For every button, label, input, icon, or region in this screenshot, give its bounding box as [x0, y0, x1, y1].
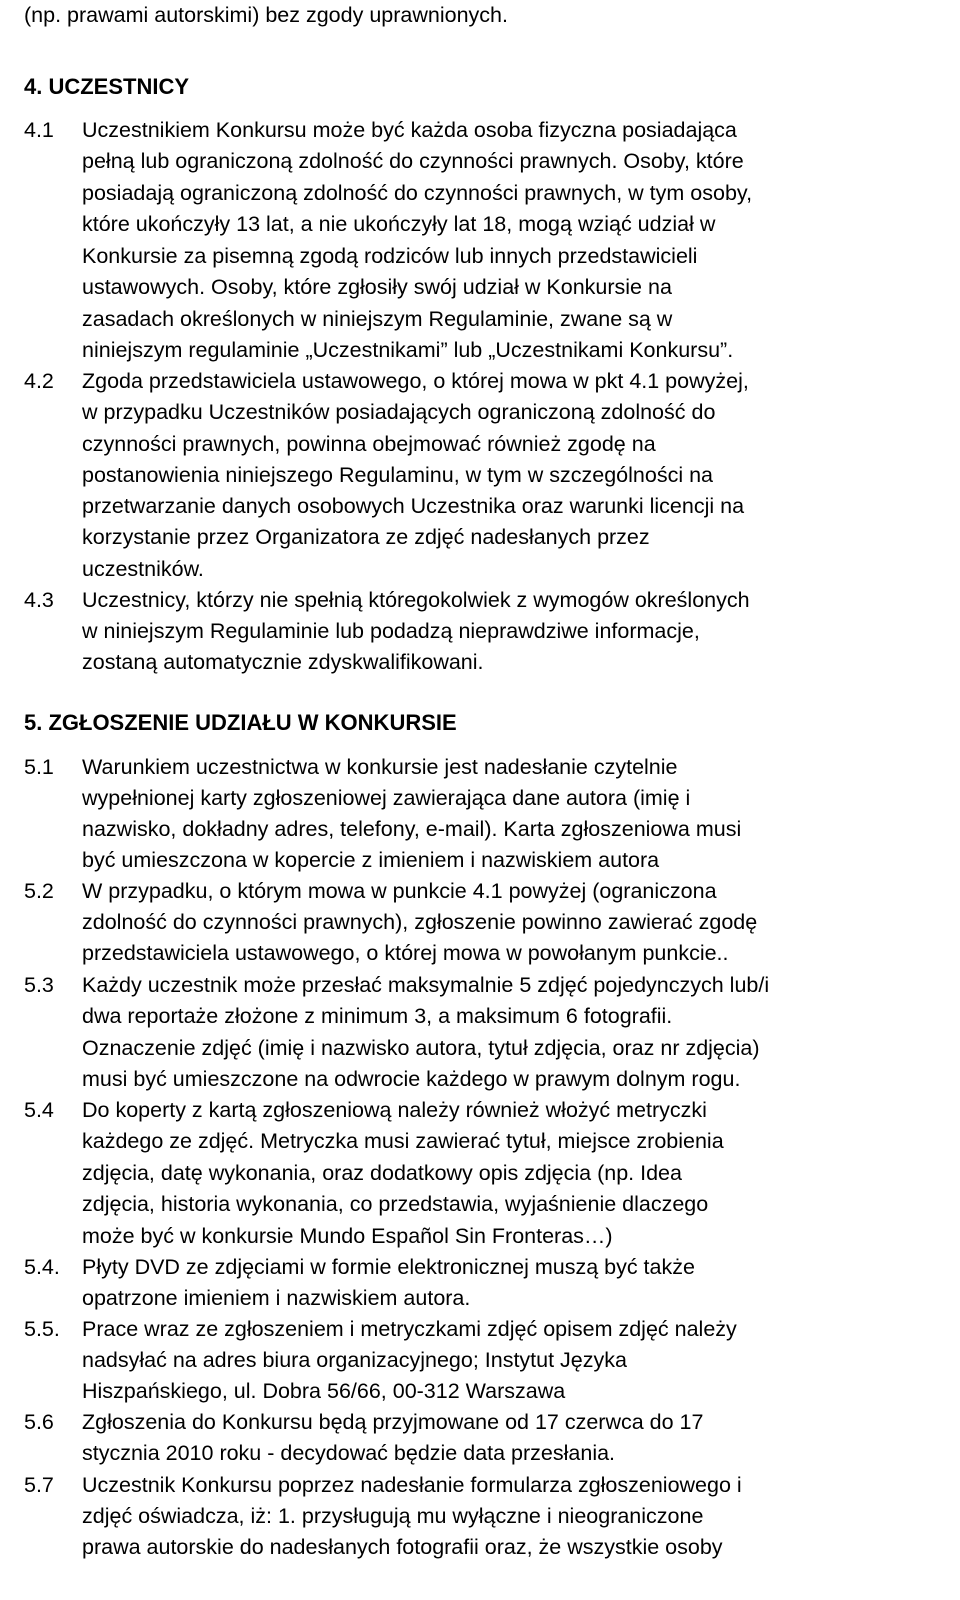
- paragraph-5-2-line: [24, 876, 717, 908]
- paragraph-5-6-line: [24, 1407, 703, 1439]
- paragraph-4-2-number: 4.2: [24, 369, 54, 393]
- paragraph-5-1-line: nazwisko, dokładny adres, telefony, e-mail). Karta zgłoszeniowa musi: [82, 817, 742, 841]
- paragraph-5-4b-text: Płyty DVD ze zdjęciami w formie elektronicznej muszą być także: [82, 1255, 695, 1279]
- section-5-heading: 5. ZGŁOSZENIE UDZIAŁU W KONKURSIE: [24, 710, 457, 735]
- paragraph-5-4-number: 5.4: [24, 1098, 54, 1122]
- paragraph-4-2-line: uczestników.: [82, 557, 204, 581]
- paragraph-4-3-text: Uczestnicy, którzy nie spełnią któregokolwiek z wymogów określonych: [82, 588, 750, 612]
- paragraph-5-4b-line: opatrzone imieniem i nazwiskiem autora.: [82, 1286, 471, 1310]
- paragraph-5-3-number: 5.3: [24, 973, 54, 997]
- paragraph-4-1-line: Konkursie za pisemną zgodą rodziców lub innych przedstawicieli: [82, 244, 698, 268]
- paragraph-5-4-line: może być w konkursie Mundo Español Sin Fronteras…): [82, 1224, 613, 1248]
- paragraph-5-4b-line: [24, 1252, 695, 1284]
- paragraph-5-3-line: [24, 970, 769, 1002]
- paragraph-5-7-number: 5.7: [24, 1473, 54, 1497]
- paragraph-4-1-line: które ukończyły 13 lat, a nie ukończyły lat 18, mogą wziąć udział w: [82, 212, 716, 236]
- paragraph-4-1-line: pełną lub ograniczoną zdolność do czynności prawnych. Osoby, które: [82, 149, 744, 173]
- paragraph-4-2-line: korzystanie przez Organizatora ze zdjęć nadesłanych przez: [82, 525, 650, 549]
- paragraph-5-4-line: każdego ze zdjęć. Metryczka musi zawierać tytuł, miejsce zrobienia: [82, 1129, 724, 1153]
- paragraph-4-1-line: ustawowych. Osoby, które zgłosiły swój udział w Konkursie na: [82, 275, 672, 299]
- paragraph-4-3-line: zostaną automatycznie zdyskwalifikowani.: [82, 650, 484, 674]
- paragraph-5-4-text: Do koperty z kartą zgłoszeniową należy również włożyć metryczki: [82, 1098, 707, 1122]
- paragraph-5-5-line: nadsyłać na adres biura organizacyjnego; Instytut Języka: [82, 1348, 627, 1372]
- paragraph-5-6-line: stycznia 2010 roku - decydować będzie data przesłania.: [82, 1441, 616, 1465]
- paragraph-4-2-text: Zgoda przedstawiciela ustawowego, o której mowa w pkt 4.1 powyżej,: [82, 369, 749, 393]
- paragraph-4-3-number: 4.3: [24, 588, 54, 612]
- paragraph-5-1-line: być umieszczona w kopercie z imieniem i nazwiskiem autora: [82, 848, 660, 872]
- paragraph-4-3-line: [24, 585, 750, 617]
- paragraph-5-6-number: 5.6: [24, 1410, 54, 1434]
- paragraph-5-3-line: Oznaczenie zdjęć (imię i nazwisko autora, tytuł zdjęcia, oraz nr zdjęcia): [82, 1036, 760, 1060]
- paragraph-4-2-line: w przypadku Uczestników posiadających ograniczoną zdolność do: [82, 400, 716, 424]
- paragraph-5-3-line: musi być umieszczone na odwrocie każdego w prawym dolnym rogu.: [82, 1067, 741, 1091]
- paragraph-5-2-number: 5.2: [24, 879, 54, 903]
- paragraph-5-7-line: prawa autorskie do nadesłanych fotografii oraz, że wszystkie osoby: [82, 1535, 723, 1559]
- paragraph-4-2-line: czynności prawnych, powinna obejmować również zgodę na: [82, 432, 656, 456]
- paragraph-4-1-line: posiadają ograniczoną zdolność do czynności prawnych, w tym osoby,: [82, 181, 753, 205]
- paragraph-5-4-line: zdjęcia, datę wykonania, oraz dodatkowy opis zdjęcia (np. Idea: [82, 1161, 682, 1185]
- paragraph-5-1-number: 5.1: [24, 755, 54, 779]
- paragraph-5-5-line: Hiszpańskiego, ul. Dobra 56/66, 00-312 Warszawa: [82, 1379, 566, 1403]
- paragraph-4-2-line: postanowienia niniejszego Regulaminu, w tym w szczególności na: [82, 463, 713, 487]
- paragraph-5-7-line: zdjęć oświadcza, iż: 1. przysługują mu wyłączne i nieograniczone: [82, 1504, 704, 1528]
- paragraph-5-2-line: zdolność do czynności prawnych), zgłoszenie powinno zawierać zgodę: [82, 910, 758, 934]
- paragraph-5-4-line: [24, 1095, 707, 1127]
- paragraph-4-1-line: [24, 115, 737, 147]
- paragraph-5-6-text: Zgłoszenia do Konkursu będą przyjmowane od 17 czerwca do 17: [82, 1410, 704, 1434]
- paragraph-4-3-line: w niniejszym Regulaminie lub podadzą nieprawdziwe informacje,: [82, 619, 700, 643]
- paragraph-5-1-text: Warunkiem uczestnictwa w konkursie jest nadesłanie czytelnie: [82, 755, 678, 779]
- paragraph-5-2-text: W przypadku, o którym mowa w punkcie 4.1 powyżej (ograniczona: [82, 879, 717, 903]
- paragraph-4-2-line: [24, 366, 749, 398]
- paragraph-5-4b-number: 5.4.: [24, 1255, 60, 1279]
- paragraph-4-1-line: zasadach określonych w niniejszym Regulaminie, zwane są w: [82, 307, 673, 331]
- paragraph-4-2-line: przetwarzanie danych osobowych Uczestnika oraz warunki licencji na: [82, 494, 745, 518]
- paragraph-5-4-line: zdjęcia, historia wykonania, co przedstawia, wyjaśnienie dlaczego: [82, 1192, 709, 1216]
- paragraph-5-1-line: wypełnionej karty zgłoszeniowej zawierająca dane autora (imię i: [82, 786, 691, 810]
- paragraph-5-1-line: [24, 752, 678, 784]
- paragraph-4-1-line: niniejszym regulaminie „Uczestnikami” lub „Uczestnikami Konkursu”.: [82, 338, 734, 362]
- paragraph-5-7-text: Uczestnik Konkursu poprzez nadesłanie formularza zgłoszeniowego i: [82, 1473, 742, 1497]
- paragraph-5-5-text: Prace wraz ze zgłoszeniem i metryczkami zdjęć opisem zdjęć należy: [82, 1317, 737, 1341]
- section-4-heading: 4. UCZESTNICY: [24, 74, 190, 99]
- paragraph-5-3-text: Każdy uczestnik może przesłać maksymalnie 5 zdjęć pojedynczych lub/i: [82, 973, 770, 997]
- paragraph-4-1-text: Uczestnikiem Konkursu może być każda osoba fizyczna posiadająca: [82, 118, 737, 142]
- paragraph-5-7-line: [24, 1470, 742, 1502]
- intro-line: (np. prawami autorskimi) bez zgody uprawnionych.: [24, 3, 508, 27]
- paragraph-5-5-line: [24, 1314, 737, 1346]
- paragraph-5-3-line: dwa reportaże złożone z minimum 3, a maksimum 6 fotografii.: [82, 1004, 673, 1028]
- paragraph-5-2-line: przedstawiciela ustawowego, o której mowa w powołanym punkcie..: [82, 941, 729, 965]
- paragraph-5-5-number: 5.5.: [24, 1317, 60, 1341]
- paragraph-4-1-number: 4.1: [24, 118, 54, 142]
